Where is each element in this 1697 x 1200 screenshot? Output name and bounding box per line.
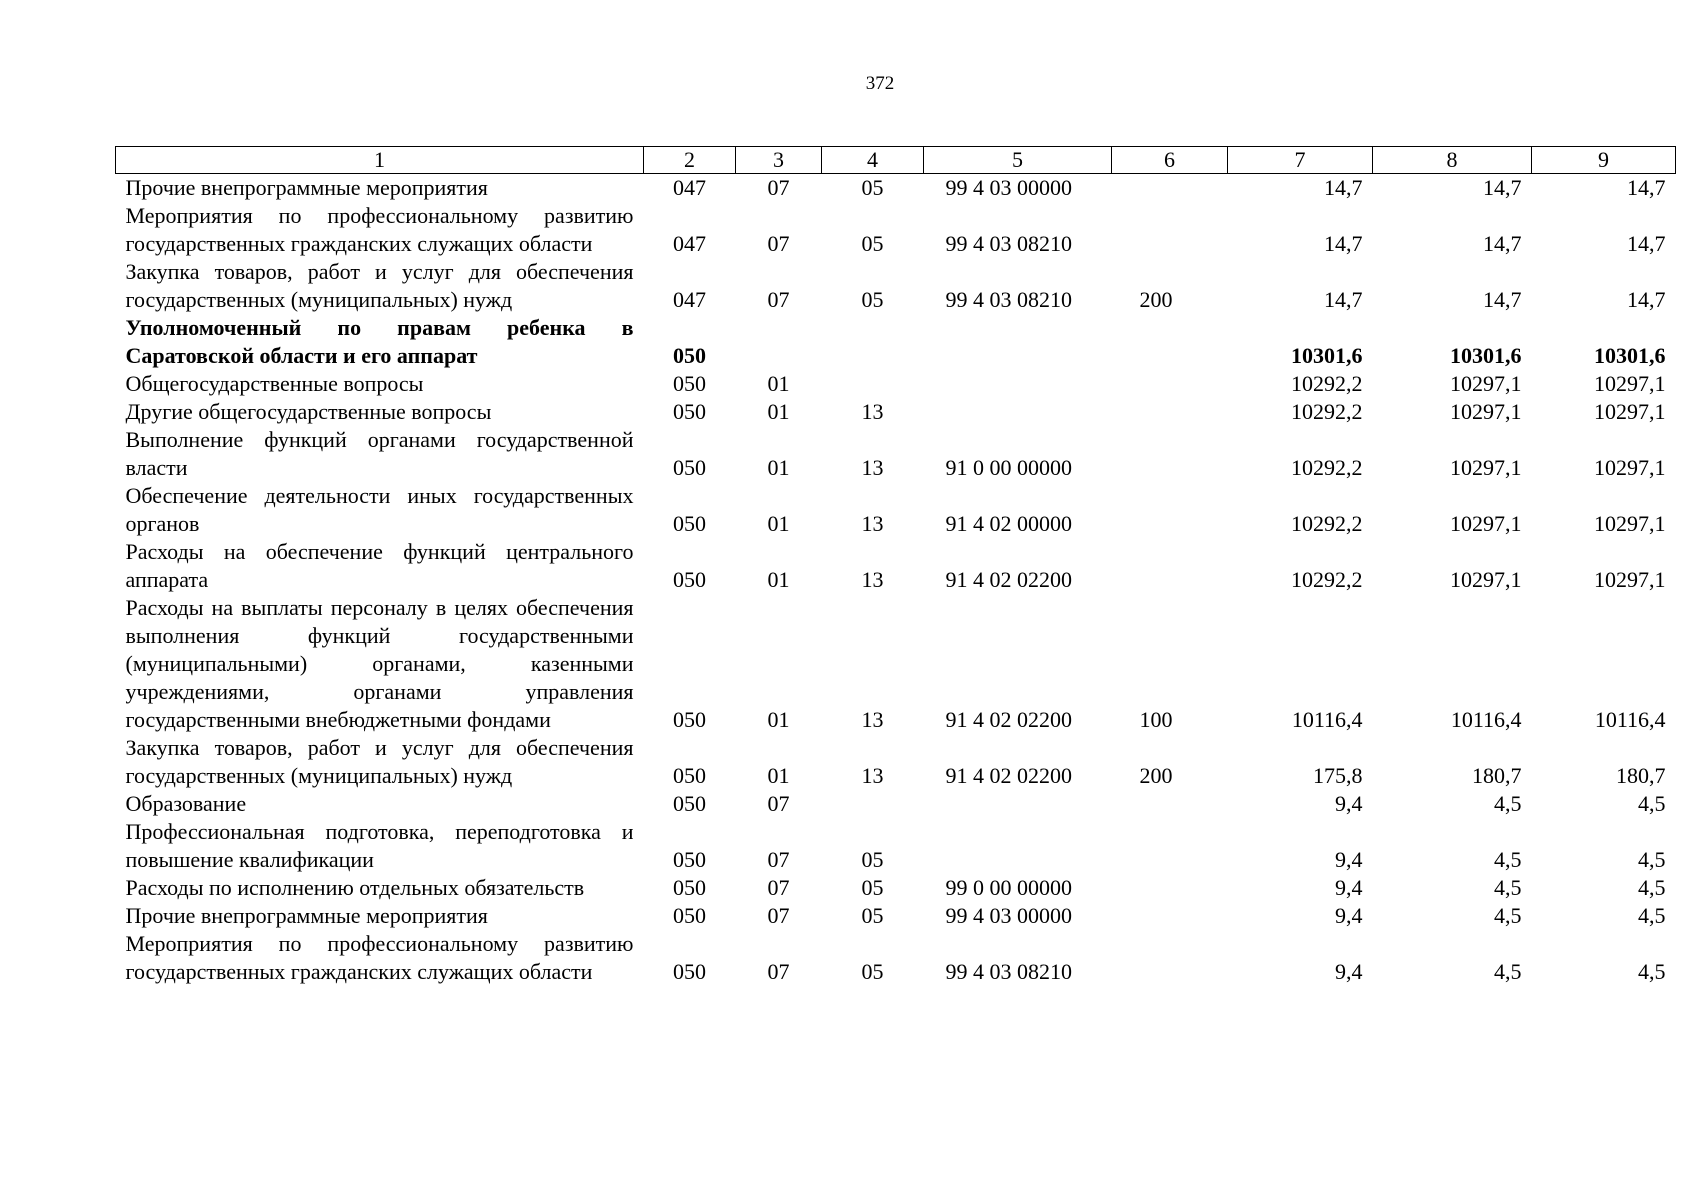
row-ved-code: 050 — [673, 791, 706, 816]
header-col-7: 7 — [1228, 147, 1373, 174]
row-section-code: 01 — [767, 511, 790, 536]
row-subsection-code: 05 — [861, 903, 884, 928]
row-value-col8: 10116,4 — [1450, 707, 1522, 732]
table-row — [116, 370, 1676, 398]
row-value-col7: 10292,2 — [1291, 371, 1363, 396]
row-ved-code: 050 — [673, 847, 706, 872]
row-value-col9: 10297,1 — [1594, 371, 1666, 396]
row-subsection-code — [822, 790, 924, 818]
row-subsection-code — [822, 370, 924, 398]
row-target-article-code: 91 4 02 00000 — [945, 511, 1072, 536]
table-row — [116, 258, 1676, 314]
row-value-col7: 9,4 — [1335, 875, 1363, 900]
row-value-col7: 175,8 — [1313, 763, 1363, 788]
row-section-code: 07 — [767, 287, 790, 312]
row-name: Образование — [125, 791, 247, 816]
row-target-article-code: 91 4 02 02200 — [945, 707, 1072, 732]
row-value-col9: 10297,1 — [1594, 399, 1666, 424]
row-value-col8: 4,5 — [1494, 791, 1522, 816]
row-name: Обеспечение деятельности иных государственных органов — [125, 483, 634, 536]
row-expense-type-code — [1112, 426, 1228, 482]
row-value-col8: 10301,6 — [1450, 343, 1522, 368]
row-expense-type-code — [1112, 818, 1228, 874]
row-subsection-code: 05 — [861, 231, 884, 256]
table-row — [116, 174, 1676, 203]
row-value-col9: 14,7 — [1627, 231, 1666, 256]
row-ved-code: 050 — [673, 371, 706, 396]
row-name: Расходы на выплаты персоналу в целях обеспечения выполнения функций государственными (муниципальными) органами, казенными учреждениями, органами управления государственными внебюджетными фондами — [125, 595, 634, 732]
row-target-article-code: 99 0 00 00000 — [945, 875, 1072, 900]
row-section-code: 07 — [767, 875, 790, 900]
table-row — [116, 426, 1676, 482]
header-col-1: 1 — [116, 147, 644, 174]
row-expense-type-code — [1112, 874, 1228, 902]
header-col-6: 6 — [1112, 147, 1228, 174]
row-value-col7: 9,4 — [1335, 959, 1363, 984]
row-value-col8: 10297,1 — [1450, 511, 1522, 536]
row-name: Прочие внепрограммные мероприятия — [125, 175, 488, 200]
row-expense-type-code — [1112, 398, 1228, 426]
row-subsection-code: 13 — [861, 763, 884, 788]
row-value-col8: 14,7 — [1483, 231, 1522, 256]
row-expense-type-code — [1112, 174, 1228, 203]
row-name: Мероприятия по профессиональному развитию государственных гражданских служащих области — [125, 203, 634, 256]
row-value-col9: 4,5 — [1638, 791, 1666, 816]
row-target-article-code — [924, 818, 1112, 874]
row-value-col7: 9,4 — [1335, 903, 1363, 928]
row-target-article-code: 99 4 03 00000 — [945, 903, 1072, 928]
row-value-col8: 10297,1 — [1450, 455, 1522, 480]
row-subsection-code — [822, 314, 924, 370]
row-section-code: 07 — [767, 791, 790, 816]
row-ved-code: 047 — [673, 175, 706, 200]
row-expense-type-code: 200 — [1139, 763, 1173, 788]
row-target-article-code — [924, 370, 1112, 398]
row-section-code: 01 — [767, 455, 790, 480]
row-target-article-code: 99 4 03 00000 — [945, 175, 1072, 200]
row-value-col8: 180,7 — [1472, 763, 1522, 788]
row-name: Выполнение функций органами государственной власти — [125, 427, 634, 480]
row-expense-type-code — [1112, 482, 1228, 538]
header-col-4: 4 — [822, 147, 924, 174]
row-section-code: 07 — [767, 175, 790, 200]
row-subsection-code: 05 — [861, 847, 884, 872]
row-expense-type-code: 200 — [1139, 287, 1173, 312]
row-name: Другие общегосударственные вопросы — [125, 399, 492, 424]
row-value-col7: 9,4 — [1335, 847, 1363, 872]
row-ved-code: 047 — [673, 231, 706, 256]
row-value-col7: 10292,2 — [1291, 455, 1363, 480]
row-value-col9: 10297,1 — [1594, 455, 1666, 480]
row-section-code: 01 — [767, 567, 790, 592]
row-section-code: 07 — [767, 847, 790, 872]
row-value-col8: 10297,1 — [1450, 371, 1522, 396]
row-ved-code: 050 — [673, 567, 706, 592]
row-ved-code: 050 — [673, 343, 706, 368]
row-value-col7: 14,7 — [1324, 231, 1363, 256]
row-expense-type-code — [1112, 790, 1228, 818]
table-row — [116, 482, 1676, 538]
table-row — [116, 594, 1676, 734]
row-name: Расходы на обеспечение функций центрального аппарата — [125, 539, 634, 592]
row-expense-type-code — [1112, 538, 1228, 594]
row-section-code: 07 — [767, 903, 790, 928]
table-row — [116, 930, 1676, 986]
table-row — [116, 314, 1676, 370]
table-row — [116, 902, 1676, 930]
page-number: 372 — [865, 73, 895, 94]
row-name: Общегосударственные вопросы — [125, 371, 424, 396]
header-col-3: 3 — [736, 147, 822, 174]
row-ved-code: 050 — [673, 707, 706, 732]
row-expense-type-code — [1112, 930, 1228, 986]
row-ved-code: 050 — [673, 903, 706, 928]
row-target-article-code — [924, 790, 1112, 818]
row-ved-code: 050 — [673, 959, 706, 984]
row-name: Закупка товаров, работ и услуг для обеспечения государственных (муниципальных) нужд — [125, 259, 634, 312]
row-section-code: 07 — [767, 959, 790, 984]
row-value-col9: 10297,1 — [1594, 511, 1666, 536]
row-section-code: 01 — [767, 371, 790, 396]
row-target-article-code: 99 4 03 08210 — [945, 959, 1072, 984]
row-value-col9: 10116,4 — [1594, 707, 1666, 732]
table-row — [116, 538, 1676, 594]
row-name: Прочие внепрограммные мероприятия — [125, 903, 488, 928]
row-target-article-code: 91 0 00 00000 — [945, 455, 1072, 480]
table-header — [116, 147, 1676, 174]
row-ved-code: 050 — [673, 763, 706, 788]
row-subsection-code: 05 — [861, 287, 884, 312]
row-subsection-code: 05 — [861, 875, 884, 900]
table-row — [116, 398, 1676, 426]
row-name: Уполномоченный по правам ребенка в Саратовской области и его аппарат — [125, 315, 634, 368]
row-section-code: 01 — [767, 399, 790, 424]
row-value-col7: 10301,6 — [1291, 343, 1363, 368]
row-value-col8: 4,5 — [1494, 959, 1522, 984]
row-target-article-code: 99 4 03 08210 — [945, 287, 1072, 312]
header-col-8: 8 — [1373, 147, 1532, 174]
row-value-col8: 4,5 — [1494, 875, 1522, 900]
header-col-5: 5 — [924, 147, 1112, 174]
table-body — [116, 174, 1676, 987]
row-value-col9: 10297,1 — [1594, 567, 1666, 592]
row-value-col9: 4,5 — [1638, 959, 1666, 984]
row-value-col7: 10292,2 — [1291, 511, 1363, 536]
row-value-col7: 14,7 — [1324, 175, 1363, 200]
row-value-col7: 10116,4 — [1291, 707, 1363, 732]
row-target-article-code — [924, 398, 1112, 426]
row-value-col9: 4,5 — [1638, 847, 1666, 872]
header-col-9: 9 — [1532, 147, 1676, 174]
row-ved-code: 047 — [673, 287, 706, 312]
row-section-code: 01 — [767, 707, 790, 732]
table-row — [116, 790, 1676, 818]
row-subsection-code: 13 — [861, 567, 884, 592]
row-ved-code: 050 — [673, 511, 706, 536]
row-value-col8: 4,5 — [1494, 847, 1522, 872]
row-value-col7: 10292,2 — [1291, 399, 1363, 424]
row-target-article-code: 91 4 02 02200 — [945, 567, 1072, 592]
row-section-code: 07 — [767, 231, 790, 256]
row-section-code: 01 — [767, 763, 790, 788]
table-row — [116, 202, 1676, 258]
row-value-col9: 10301,6 — [1594, 343, 1666, 368]
row-expense-type-code — [1112, 370, 1228, 398]
row-ved-code: 050 — [673, 399, 706, 424]
row-name: Профессиональная подготовка, переподготовка и повышение квалификации — [125, 819, 634, 872]
row-subsection-code: 13 — [861, 707, 884, 732]
row-expense-type-code: 100 — [1139, 707, 1173, 732]
row-target-article-code — [924, 314, 1112, 370]
row-subsection-code: 13 — [861, 511, 884, 536]
table-row — [116, 818, 1676, 874]
row-value-col7: 14,7 — [1324, 287, 1363, 312]
row-ved-code: 050 — [673, 875, 706, 900]
row-value-col8: 4,5 — [1494, 903, 1522, 928]
row-subsection-code: 05 — [861, 959, 884, 984]
row-value-col8: 10297,1 — [1450, 399, 1522, 424]
row-value-col7: 10292,2 — [1291, 567, 1363, 592]
row-value-col9: 180,7 — [1616, 763, 1666, 788]
row-value-col8: 14,7 — [1483, 175, 1522, 200]
table-row — [116, 734, 1676, 790]
row-value-col9: 14,7 — [1627, 175, 1666, 200]
row-expense-type-code — [1112, 314, 1228, 370]
row-expense-type-code — [1112, 202, 1228, 258]
row-value-col9: 4,5 — [1638, 903, 1666, 928]
header-col-2: 2 — [644, 147, 736, 174]
row-name: Мероприятия по профессиональному развитию государственных гражданских служащих области — [125, 931, 634, 984]
row-subsection-code: 05 — [861, 175, 884, 200]
row-value-col7: 9,4 — [1335, 791, 1363, 816]
row-subsection-code: 13 — [861, 455, 884, 480]
row-value-col8: 14,7 — [1483, 287, 1522, 312]
row-value-col9: 4,5 — [1638, 875, 1666, 900]
row-section-code — [736, 314, 822, 370]
row-expense-type-code — [1112, 902, 1228, 930]
budget-table — [115, 146, 1676, 986]
row-subsection-code: 13 — [861, 399, 884, 424]
row-target-article-code: 99 4 03 08210 — [945, 231, 1072, 256]
row-name: Закупка товаров, работ и услуг для обеспечения государственных (муниципальных) нужд — [125, 735, 634, 788]
table-row — [116, 874, 1676, 902]
header-row — [116, 147, 1676, 174]
row-ved-code: 050 — [673, 455, 706, 480]
row-name: Расходы по исполнению отдельных обязательств — [125, 875, 585, 900]
row-value-col8: 10297,1 — [1450, 567, 1522, 592]
row-target-article-code: 91 4 02 02200 — [945, 763, 1072, 788]
row-value-col9: 14,7 — [1627, 287, 1666, 312]
